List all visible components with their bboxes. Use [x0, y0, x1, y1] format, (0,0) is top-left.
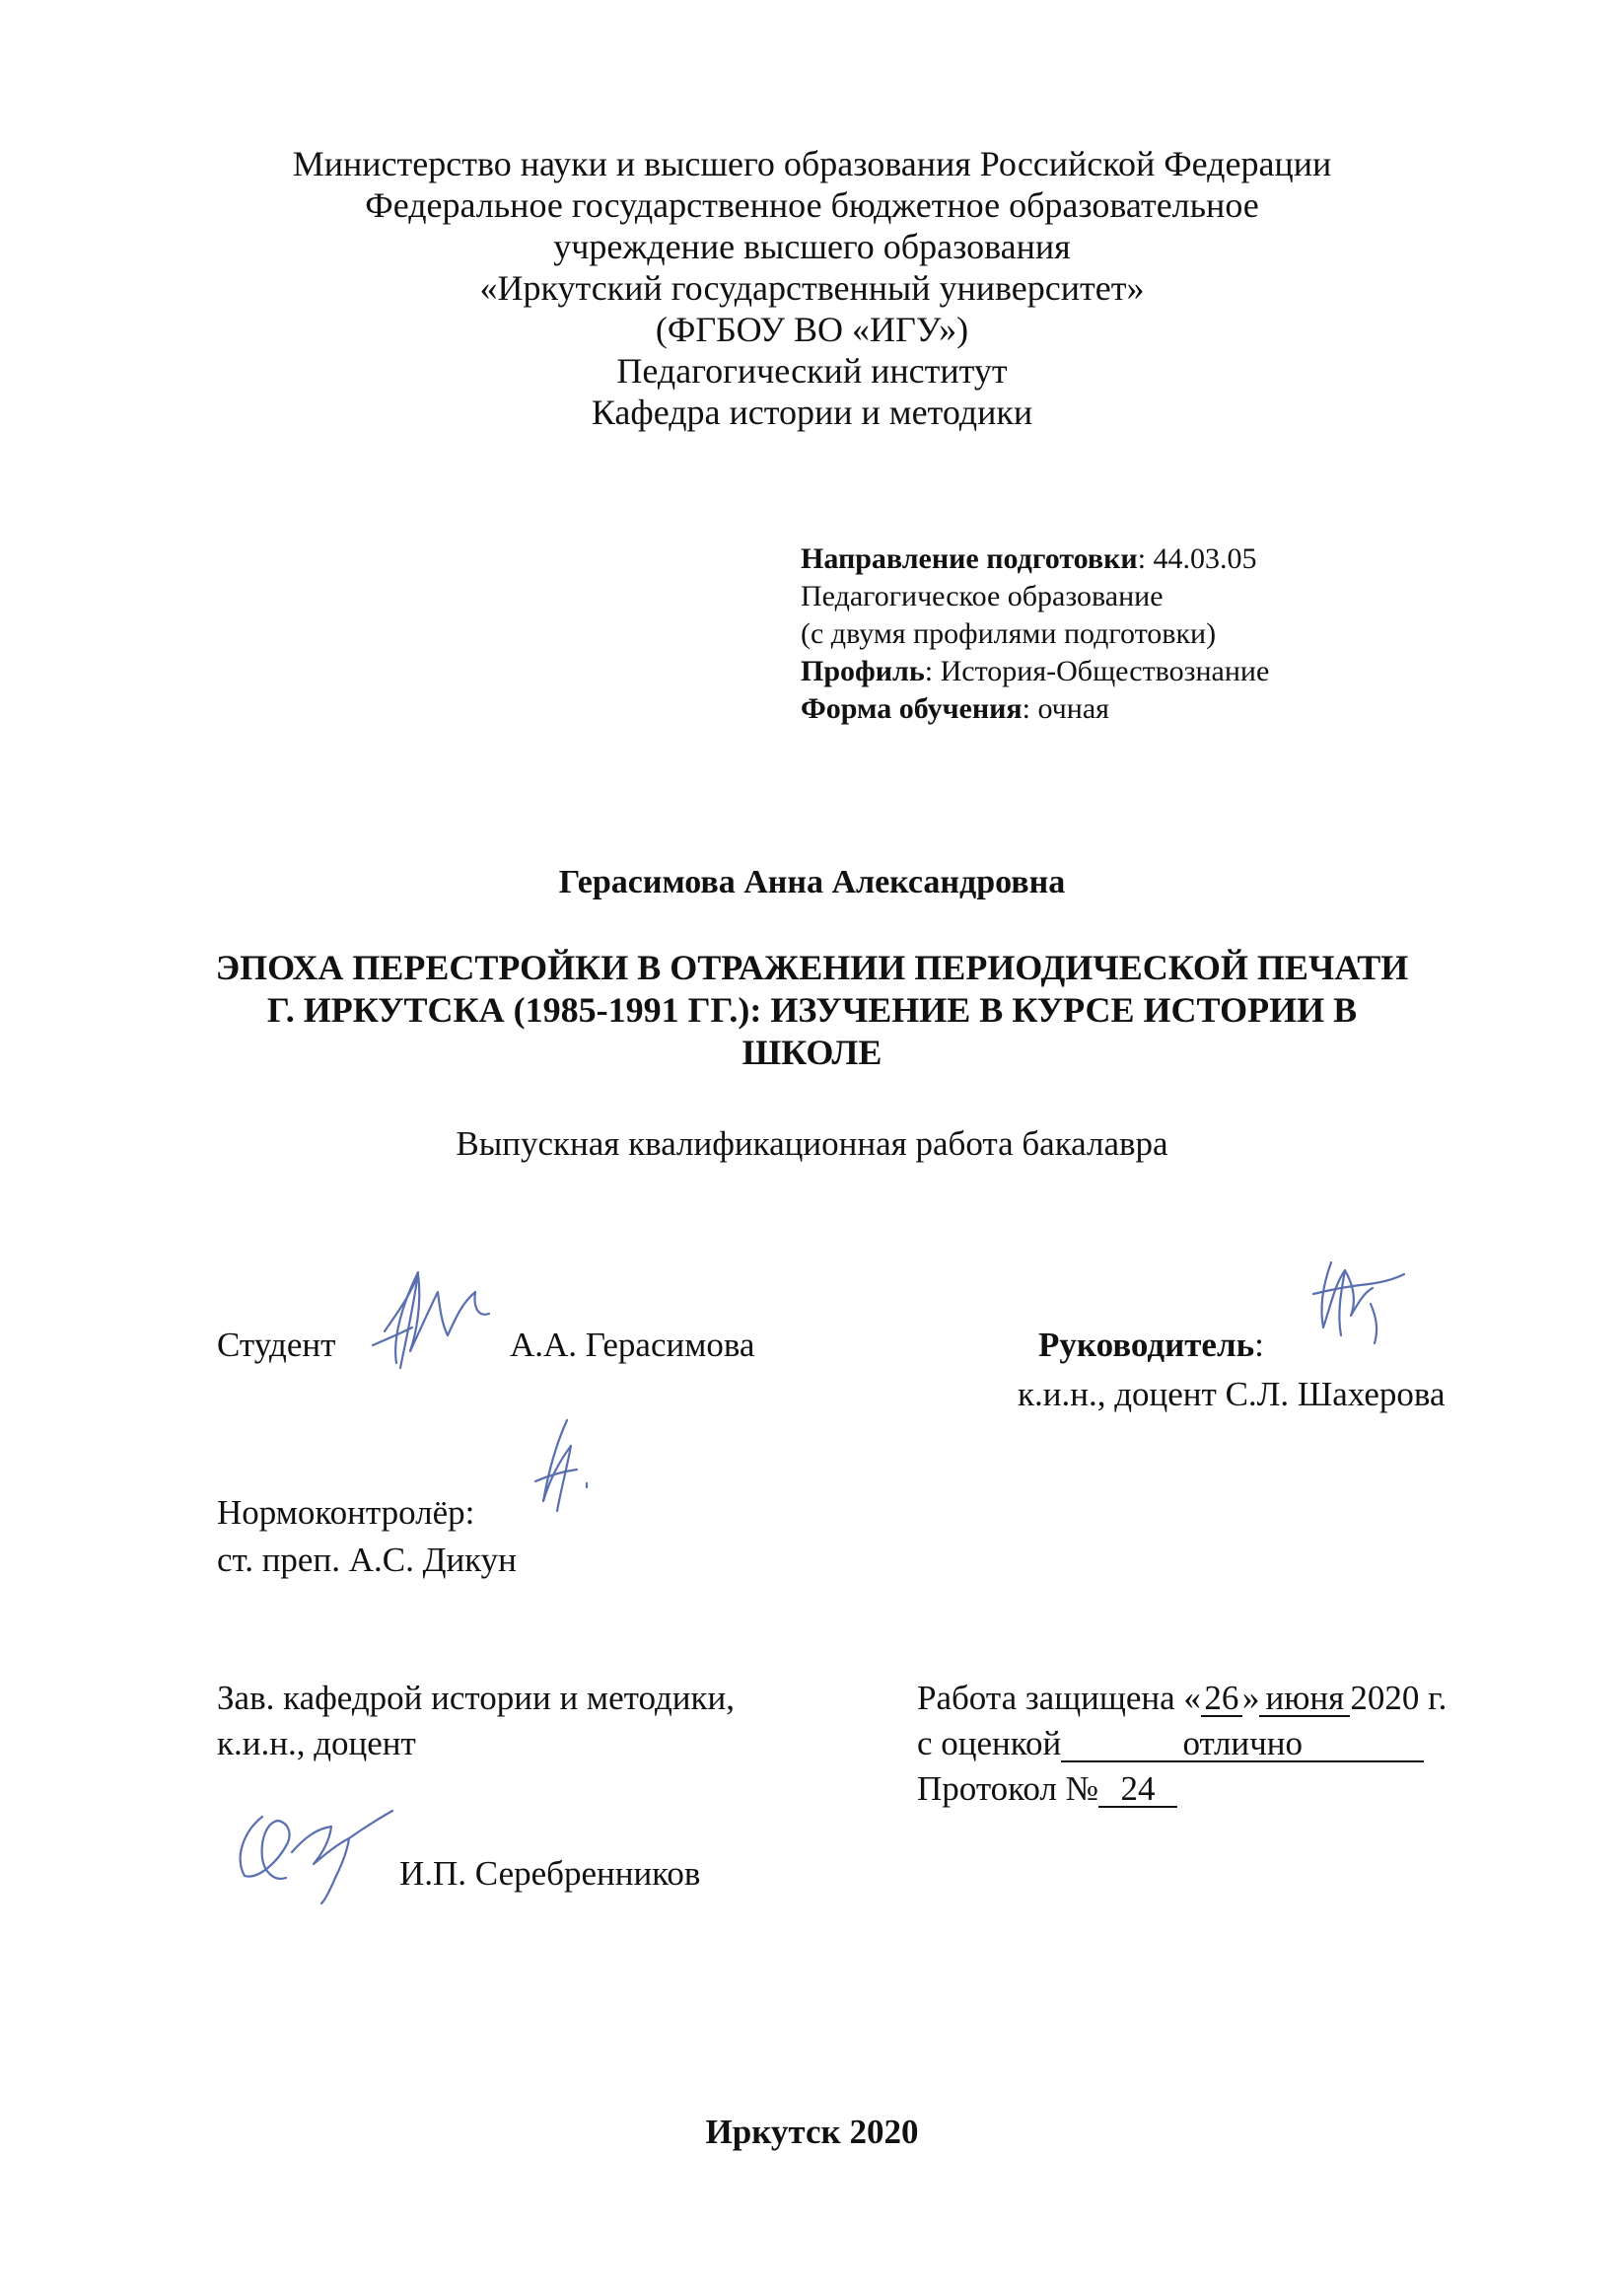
form-value: : очная — [1022, 692, 1109, 725]
normcontrol-label: Нормоконтролёр: — [217, 1493, 475, 1532]
head-of-dept-line2: к.и.н., доцент — [217, 1724, 416, 1762]
header-line: (ФГБОУ ВО «ИГУ») — [655, 310, 969, 349]
head-of-dept-line1: Зав. кафедрой истории и методики, — [217, 1679, 735, 1717]
supervisor-label-row — [1038, 1324, 1264, 1367]
normcontrol-details: ст. преп. А.С. Дикун — [217, 1541, 517, 1579]
direction-line2: Педагогическое образование — [801, 580, 1164, 612]
header-line: «Иркутский государственный университет» — [479, 268, 1145, 308]
direction-row — [801, 540, 1269, 578]
defense-quote-close: » — [1241, 1679, 1260, 1717]
direction-line3: (с двумя профилями подготовки) — [801, 617, 1217, 650]
header-line: учреждение высшего образования — [553, 227, 1071, 266]
defense-year: 2020 г. — [1350, 1679, 1447, 1717]
supervisor-label: Руководитель — [1038, 1326, 1255, 1364]
supervisor-signature — [1302, 1245, 1410, 1353]
grade-label: с оценкой — [917, 1724, 1062, 1762]
defense-month: июня — [1259, 1682, 1350, 1717]
protocol-row — [917, 1767, 1177, 1811]
supervisor-colon: : — [1254, 1326, 1264, 1364]
form-row — [801, 690, 1269, 728]
header-line: Педагогический институт — [616, 351, 1008, 391]
author-name: Герасимова Анна Александровна — [558, 864, 1066, 900]
defense-grade-row — [917, 1722, 1424, 1765]
thesis-title-line: ЭПОХА ПЕРЕСТРОЙКИ В ОТРАЖЕНИИ ПЕРИОДИЧЕСКОЙ ПЕЧАТИ — [215, 948, 1409, 987]
grade-value: отлично — [1061, 1727, 1424, 1762]
city-year: Иркутск 2020 — [705, 2113, 919, 2151]
student-name: А.А. Герасимова — [510, 1326, 755, 1364]
supervisor-details: к.и.н., доцент С.Л. Шахерова — [1018, 1375, 1446, 1413]
protocol-number: 24 — [1098, 1772, 1177, 1808]
head-of-dept-name: И.П. Серебренников — [399, 1854, 701, 1893]
student-signature — [367, 1245, 505, 1383]
institution-header — [0, 143, 1624, 433]
header-line: Министерство науки и высшего образования Российской Федерации — [292, 144, 1332, 183]
direction-label: Направление подготовки — [801, 542, 1138, 575]
thesis-title-line: ШКОЛЕ — [741, 1033, 883, 1072]
profile-label: Профиль — [801, 655, 925, 687]
work-type: Выпускная квалификационная работа бакалавра — [456, 1124, 1168, 1163]
defense-day: 26 — [1201, 1682, 1242, 1717]
form-label: Форма обучения — [801, 692, 1023, 725]
thesis-title — [0, 947, 1624, 1074]
head-of-dept-signature — [223, 1793, 420, 1901]
header-line: Кафедра истории и методики — [591, 393, 1033, 432]
student-label: Студент — [217, 1326, 336, 1364]
profile-row — [801, 653, 1269, 690]
defense-prefix: Работа защищена « — [917, 1679, 1201, 1717]
direction-value: : 44.03.05 — [1137, 542, 1257, 575]
header-line: Федеральное государственное бюджетное образовательное — [365, 185, 1259, 225]
defense-date-row — [917, 1677, 1447, 1720]
profile-value: : История-Обществознание — [924, 655, 1270, 687]
program-info — [801, 540, 1269, 728]
protocol-label: Протокол № — [917, 1769, 1099, 1808]
thesis-title-line: Г. ИРКУТСКА (1985-1991 ГГ.): ИЗУЧЕНИЕ В КУРСЕ ИСТОРИИ В — [266, 990, 1358, 1030]
normcontroller-signature — [528, 1412, 597, 1521]
